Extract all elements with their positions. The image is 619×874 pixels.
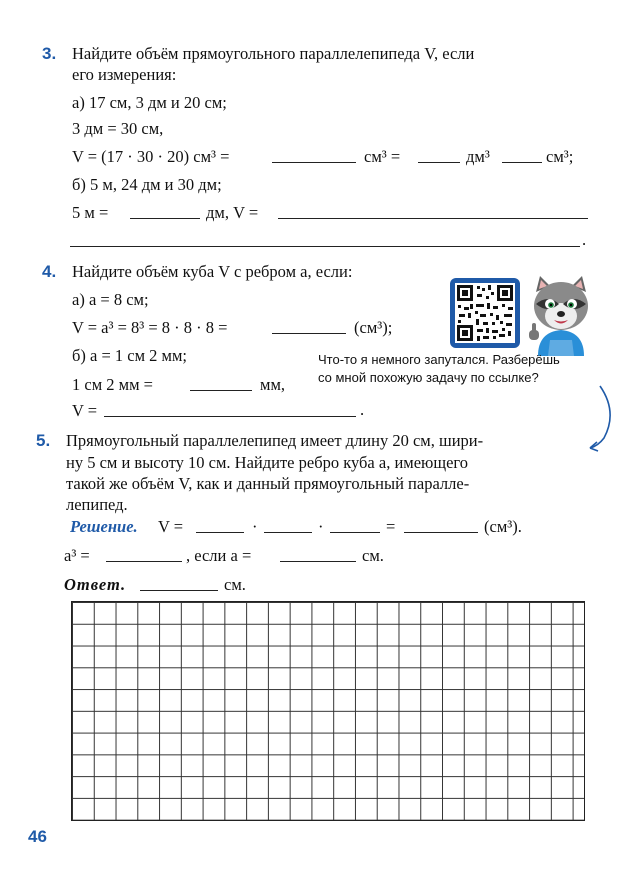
solution-blank-a[interactable] xyxy=(280,547,356,562)
task-5-number: 5. xyxy=(36,431,51,450)
task-4-a-label: а) a = 8 см; xyxy=(72,290,149,309)
solution-blank-volume[interactable] xyxy=(404,518,478,533)
solution-blank-width[interactable] xyxy=(264,518,312,533)
task-3-end-dot: . xyxy=(582,230,587,249)
task-5-line-2: ну 5 см и высоту 10 см. Найдите ребро куба a, имеющего xyxy=(66,453,469,472)
curved-arrow-icon xyxy=(560,382,614,454)
solution-dot-2: · xyxy=(318,517,324,536)
task-4-b-blank-v[interactable] xyxy=(104,402,356,417)
task-3-a-conversion: 3 дм = 30 см, xyxy=(72,119,164,138)
solution-label: Решение. xyxy=(70,517,138,536)
task-3-line-2: его измерения: xyxy=(72,65,177,84)
task-3-a-blank-cm3[interactable] xyxy=(272,148,356,163)
task-5-line-3: такой же объём V, как и данный прямоугольный паралле- xyxy=(66,474,470,493)
task-4-b-label: б) a = 1 см 2 мм; xyxy=(72,346,188,365)
task-3-b-blank-v[interactable] xyxy=(278,204,588,219)
task-4-a-formula: V = a³ = 8³ = 8 · 8 · 8 = xyxy=(72,318,228,337)
task-3-b-label: б) 5 м, 24 дм и 30 дм; xyxy=(72,175,222,194)
task-4-a-blank[interactable] xyxy=(272,319,346,334)
task-4-b-blank-mm[interactable] xyxy=(190,376,252,391)
task-3-b-blank-dm[interactable] xyxy=(130,204,200,219)
task-3-a-blank-dm3[interactable] xyxy=(418,148,460,163)
task-4-number: 4. xyxy=(42,262,57,281)
task-3-unit-cm3-end: см³; xyxy=(546,147,574,166)
task-3-unit-cm3-eq: см³ = xyxy=(364,147,401,166)
solution-cm-dot: см. xyxy=(362,546,384,565)
task-4-b-conv-unit: мм, xyxy=(260,375,286,394)
solution-if-a: , если a = xyxy=(186,546,252,565)
solution-a3-label: a³ = xyxy=(64,546,90,565)
solution-unit: (см³). xyxy=(484,517,522,536)
task-4-line-1: Найдите объём куба V с ребром a, если: xyxy=(72,262,353,281)
task-3-b-conv-left: 5 м = xyxy=(72,203,109,222)
task-5-line-1: Прямоугольный параллелепипед имеет длину 20 см, шири- xyxy=(66,431,484,450)
solution-dot-1: · xyxy=(252,517,258,536)
task-3-a-label: а) 17 см, 3 дм и 20 см; xyxy=(72,93,227,112)
answer-grid[interactable] xyxy=(71,601,585,821)
task-5-line-4: лепипед. xyxy=(66,495,128,514)
task-3-number: 3. xyxy=(42,44,57,63)
task-3-b-blank-line[interactable] xyxy=(70,232,580,247)
task-4-a-unit: (см³); xyxy=(354,318,393,337)
solution-blank-a3[interactable] xyxy=(106,547,182,562)
task-4-end-dot: . xyxy=(360,400,365,419)
answer-unit: см. xyxy=(224,575,246,594)
raccoon-mascot-icon xyxy=(526,272,596,356)
bubble-line-1: Что-то я немного запутался. Разберёшь xyxy=(318,352,560,367)
solution-blank-height[interactable] xyxy=(330,518,380,533)
solution-v-label: V = xyxy=(158,517,184,536)
task-3-line-1: Найдите объём прямоугольного параллелепипеда V, если xyxy=(72,44,475,63)
task-4-b-v: V = xyxy=(72,401,98,420)
solution-eq: = xyxy=(386,517,396,536)
bubble-line-2: со мной похожую задачу по ссылке? xyxy=(318,370,539,385)
task-3-b-conv-unit: дм, V = xyxy=(206,203,259,222)
qr-code[interactable] xyxy=(450,278,520,348)
solution-blank-length[interactable] xyxy=(196,518,244,533)
task-4-b-conversion: 1 см 2 мм = xyxy=(72,375,153,394)
task-3-unit-dm3: дм³ xyxy=(466,147,490,166)
task-3-a-blank-cm3-2[interactable] xyxy=(502,148,542,163)
answer-label: Ответ. xyxy=(64,575,127,594)
task-3-a-formula: V = (17 · 30 · 20) см³ = xyxy=(72,147,230,166)
answer-blank[interactable] xyxy=(140,576,218,591)
page-number: 46 xyxy=(28,827,47,846)
